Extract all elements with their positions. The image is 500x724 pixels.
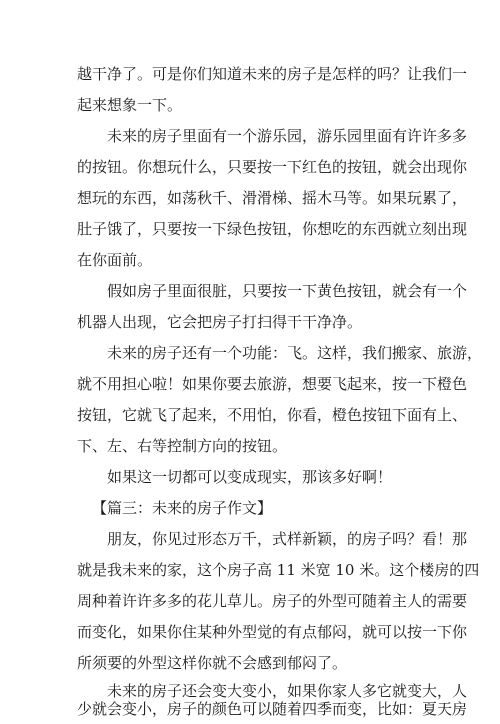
text-line xyxy=(0,152,500,182)
text-line xyxy=(0,276,500,306)
text-line xyxy=(0,462,500,492)
text-line xyxy=(0,338,500,368)
text-line xyxy=(0,524,500,554)
line-text: 在你面前。 xyxy=(77,251,153,269)
text-line xyxy=(0,586,500,616)
text-line xyxy=(0,245,500,275)
heading-text: 【篇三：未来的房子作文】 xyxy=(92,499,273,517)
line-text: 就不用担心啦！如果你要去旅游，想要飞起来，按一下橙色 xyxy=(77,375,468,393)
line-text: 如果这一切都可以变成现实，那该多好啊！ xyxy=(107,468,393,486)
text-line xyxy=(0,617,500,647)
line-text: 所须要的外型这样你就不会感到郁闷了。 xyxy=(77,654,348,672)
line-text: 就是我未来的家，这个房子高 11 米宽 10 米。这个楼房的四 xyxy=(77,561,480,579)
text-line xyxy=(0,214,500,244)
text-line xyxy=(0,369,500,399)
line-text: 按钮，它就飞了起来，不用怕，你看，橙色按钮下面有上、 xyxy=(77,406,468,424)
line-text: 未来的房子还会变大变小，如果你家人多它就变大，人 xyxy=(107,682,468,700)
line-text: 越干净了。可是你们知道未来的房子是怎样的吗？让我们一 xyxy=(77,65,468,83)
line-text: 起来想象一下。 xyxy=(77,96,183,114)
text-line xyxy=(0,648,500,678)
line-text: 而变化，如果你住某种外型觉的有点郁闷，就可以按一下你 xyxy=(77,623,468,641)
line-text: 周种着许许多多的花儿草儿。房子的外型可随着主人的需要 xyxy=(77,592,468,610)
text-line xyxy=(0,555,500,585)
text-line xyxy=(0,183,500,213)
text-line xyxy=(0,400,500,430)
line-text: 假如房子里面很脏，只要按一下黄色按钮，就会有一个 xyxy=(107,282,468,300)
line-text: 想玩的东西，如荡秋千、滑滑梯、摇木马等。如果玩累了， xyxy=(77,189,468,207)
text-line xyxy=(0,307,500,337)
line-text: 肚子饿了，只要按一下绿色按钮，你想吃的东西就立刻出现 xyxy=(77,220,468,238)
text-line xyxy=(0,59,500,89)
section-heading xyxy=(0,493,500,523)
line-text: 未来的房子还有一个功能：飞。这样，我们搬家、旅游， xyxy=(107,344,483,362)
text-line xyxy=(0,694,500,718)
text-line xyxy=(0,431,500,461)
text-line xyxy=(0,90,500,120)
line-text: 朋友，你见过形态万千，式样新颖，的房子吗？看！那 xyxy=(107,530,468,548)
line-text: 未来的房子里面有一个游乐园，游乐园里面有许许多多 xyxy=(107,127,468,145)
line-text: 下、左、右等控制方向的按钮。 xyxy=(77,437,288,455)
line-text: 少就会变小，房子的颜色可以随着四季而变，比如：夏天房 xyxy=(77,700,468,718)
text-line xyxy=(0,121,500,151)
line-text: 机器人出现，它会把房子打扫得干干净净。 xyxy=(77,313,363,331)
line-text: 的按钮。你想玩什么，只要按一下红色的按钮，就会出现你 xyxy=(77,158,468,176)
